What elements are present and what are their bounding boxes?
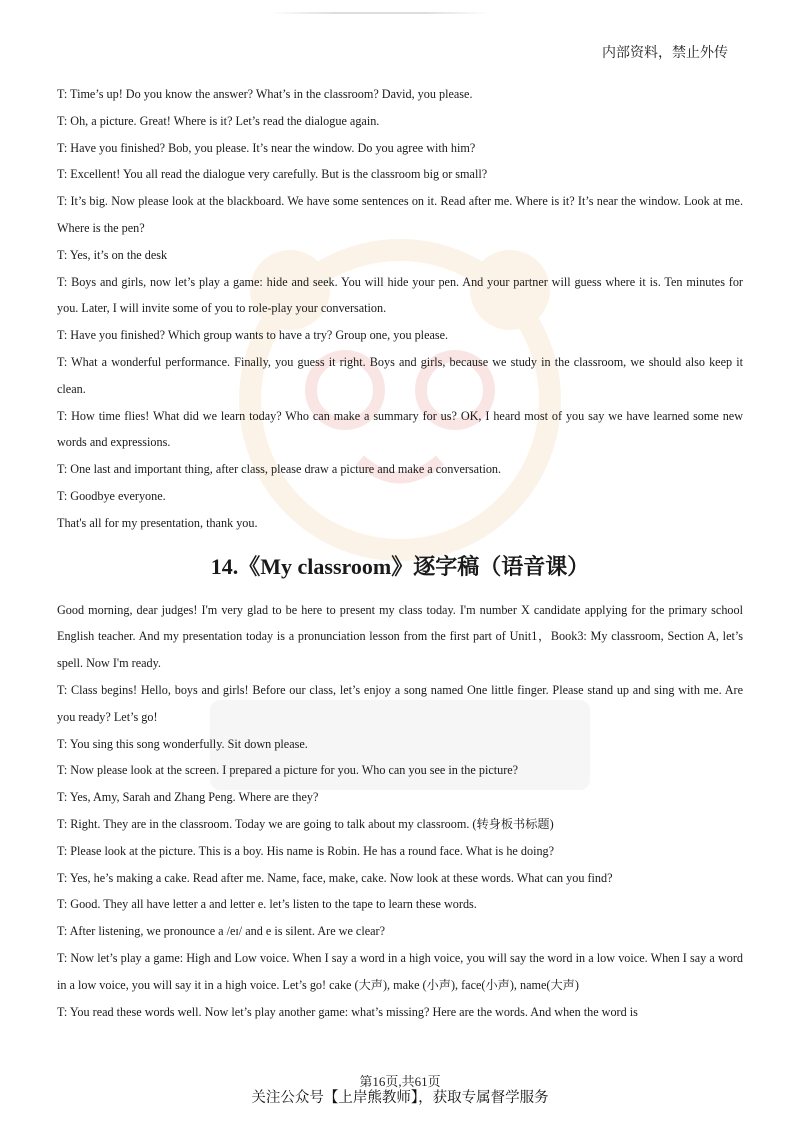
paragraph: T: After listening, we pronounce a /eɪ/ and e is silent. Are we clear? [57, 924, 386, 939]
paragraph: T: Have you finished? Bob, you please. It’s near the window. Do you agree with him? [57, 140, 476, 155]
paragraph: T: What a wonderful performance. Finally, you guess it right. Boys and girls, because we study in the classroom, we should also keep it clean. [57, 354, 743, 396]
paragraph: T: Now please look at the screen. I prepared a picture for you. Who can you see in the picture? [57, 763, 519, 778]
paragraph: T: You read these words well. Now let’s play another game: what’s missing? Here are the words. And when the word is [57, 1004, 638, 1019]
paragraph: T: Goodbye everyone. [57, 488, 166, 503]
paragraph: T: One last and important thing, after class, please draw a picture and make a conversation. [57, 462, 502, 477]
paragraph: T: Class begins! Hello, boys and girls! Before our class, let’s enjoy a song named One little finger. Please stand up and sing with me. Are you ready? Let’s go! [57, 682, 743, 724]
paragraph: T: Yes, he’s making a cake. Read after me. Name, face, make, cake. Now look at these words. What can you find? [57, 870, 613, 885]
paragraph: Good morning, dear judges! I'm very glad to be here to present my class today. I'm number X candidate applying for the primary school English teacher. And my presentation today is a pronunciation lesson from the first part of Unit1，Book3: My classroom, Section A, let’s spell. Now I'm ready. [57, 602, 743, 671]
paragraph: T: Good. They all have letter a and letter e. let’s listen to the tape to learn these words. [57, 897, 477, 912]
paragraph: T: Right. They are in the classroom. Today we are going to talk about my classroom. (转身板书标题) [57, 816, 554, 831]
top-decoration-line [270, 12, 490, 14]
paragraph: T: You sing this song wonderfully. Sit down please. [57, 736, 308, 751]
paragraph: T: It’s big. Now please look at the blackboard. We have some sentences on it. Read after me. Where is it? It’s near the window. Look at me. Where is the pen? [57, 194, 743, 235]
paragraph: T: Yes, it’s on the desk [57, 247, 168, 262]
promo-text: 关注公众号【上岸熊教师】，获取专属督学服务 [251, 1090, 549, 1106]
paragraph: That's all for my presentation, thank you. [57, 515, 258, 530]
internal-notice: 内部资料，禁止外传 [602, 45, 728, 61]
paragraph: T: Time’s up! Do you know the answer? What’s in the classroom? David, you please. [57, 87, 473, 101]
document-body [57, 81, 743, 1025]
paragraph: T: How time flies! What did we learn today? Who can make a summary for us? OK, I heard most of you say we have learned some new words and expressions. [57, 408, 743, 450]
paragraph: T: Boys and girls, now let’s play a game: hide and seek. You will hide your pen. And your partner will guess where it is. Ten minutes for you. Later, I will invite some of you to role-play your conversation. [57, 274, 743, 316]
paragraph: T: Now let’s play a game: High and Low voice. When I say a word in a high voice, you will say the word in a low voice. When I say a word in a low voice, you will say it in a high voice. Let’s go! cake (大声), make (小声), face(小声), name(大声) [57, 950, 743, 992]
section-title: 14.《My classroom》逐字稿（语音课） [210, 553, 590, 579]
paragraph: T: Oh, a picture. Great! Where is it? Let’s read the dialogue again. [57, 113, 380, 128]
paragraph: T: Please look at the picture. This is a boy. His name is Robin. He has a round face. What is he doing? [57, 843, 555, 858]
paragraph: T: Yes, Amy, Sarah and Zhang Peng. Where are they? [57, 790, 319, 805]
paragraph: T: Excellent! You all read the dialogue very carefully. But is the classroom big or small? [57, 167, 488, 182]
page-indicator: 第16页,共61页 [359, 1074, 441, 1089]
paragraph: T: Have you finished? Which group wants to have a try? Group one, you please. [57, 328, 449, 343]
